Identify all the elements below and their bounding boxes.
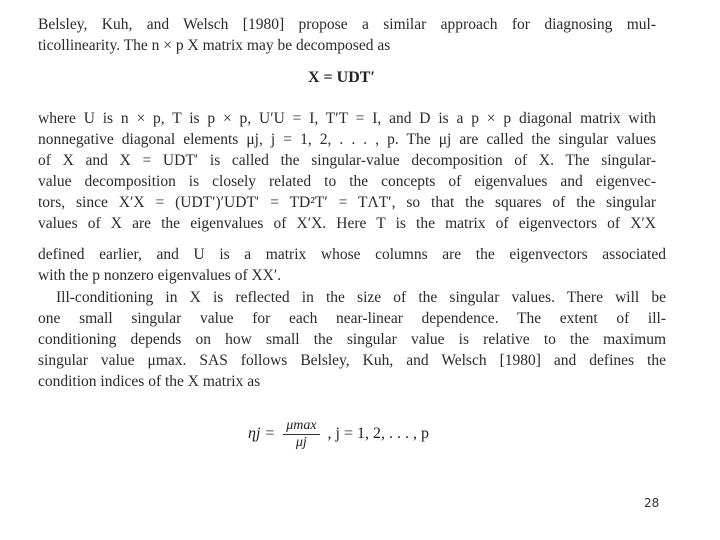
text-line: Ill-conditioning in X is reflected in the size of the singular values. There will be — [56, 289, 666, 306]
text-line: one small singular value for each near-linear dependence. The extent of ill- — [38, 310, 666, 327]
fraction-denominator: μj — [295, 435, 307, 450]
equation-rhs: , j = 1, 2, . . . , p — [327, 425, 430, 443]
equation-svd: X = UDT′ — [308, 69, 375, 86]
text-line: singular value μmax. SAS follows Belsley, Kuh, and Welsch [1980] and defines the — [38, 352, 666, 369]
paragraph-intro — [38, 14, 656, 56]
fraction — [283, 418, 319, 451]
equation-lhs: ηj = — [248, 425, 276, 443]
text-line: Belsley, Kuh, and Welsch [1980] propose a similar approach for diagnosing mul- — [38, 16, 656, 33]
text-line: conditioning depends on how small the singular value is relative to the maximum — [38, 331, 666, 348]
text-line: condition indices of the X matrix as — [38, 373, 261, 390]
page-number: 28 — [644, 496, 660, 510]
text-line: tors, since X′X = (UDT′)′UDT′ = TD²T′ = TΛT′, so that the squares of the singular — [38, 194, 656, 211]
equation-condition-index — [248, 418, 429, 451]
text-line: with the p nonzero eigenvalues of XX′. — [38, 267, 282, 284]
text-line: nonnegative diagonal elements μj, j = 1, 2, . . . , p. The μj are called the singular values — [38, 131, 656, 148]
paragraph-continuation — [38, 244, 666, 286]
text-line: value decomposition is closely related to the concepts of eigenvalues and eigenvec- — [38, 173, 656, 190]
paragraph-ill-conditioning — [38, 287, 666, 392]
text-line: where U is n × p, T is p × p, U′U = I, T′T = I, and D is a p × p diagonal matrix with — [38, 110, 656, 127]
paragraph-definitions — [38, 108, 656, 234]
text-line: values of X are the eigenvalues of X′X. Here T is the matrix of eigenvectors of X′X — [38, 215, 656, 232]
text-line: ticollinearity. The n × p X matrix may be decomposed as — [38, 37, 391, 54]
text-line: of X and X = UDT′ is called the singular-value decomposition of X. The singular- — [38, 152, 656, 169]
text-line: defined earlier, and U is a matrix whose columns are the eigenvectors associated — [38, 246, 666, 263]
fraction-numerator: μmax — [283, 418, 319, 435]
